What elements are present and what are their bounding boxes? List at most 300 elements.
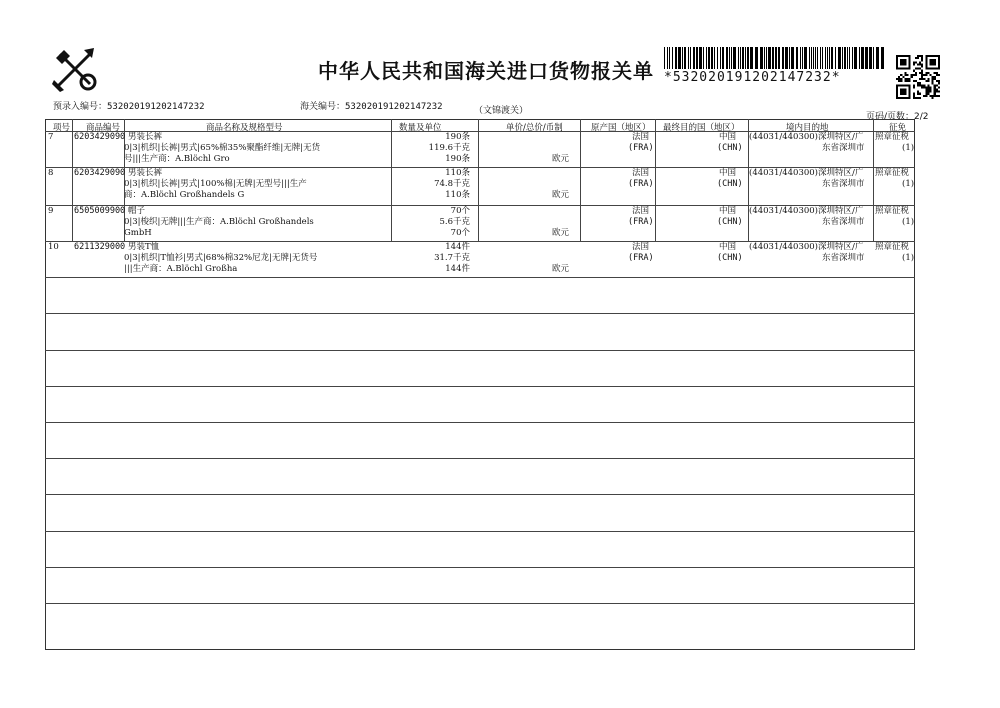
barcode-bar [675, 47, 677, 69]
origin-country: 法国 [632, 168, 650, 178]
levy-method: 照章征税 [875, 206, 910, 216]
barcode-bar [745, 47, 746, 69]
barcode-bar [809, 47, 810, 69]
barcode-bar [664, 47, 665, 69]
quantity-declared: 70个 [450, 228, 470, 238]
quantity-declared: 190条 [445, 154, 470, 164]
qr-module [925, 95, 927, 97]
qr-module [913, 61, 915, 63]
destination-code: (CHN) [717, 179, 743, 189]
barcode-bar [813, 47, 814, 69]
goods-spec-line2: 号|||生产商：A.Blöchl Gro [124, 154, 230, 164]
barcode-bar [842, 47, 843, 69]
barcode-bar [831, 47, 833, 69]
barcode-bar [778, 47, 780, 69]
qr-module [923, 74, 925, 76]
destination-code: (CHN) [717, 253, 743, 263]
qr-module [936, 95, 938, 97]
qr-module [919, 93, 921, 95]
table-rule [45, 313, 915, 314]
domestic-destination-line1: (44031/440300)深圳特区/广 [749, 206, 864, 216]
quantity-legal: 190条 [445, 132, 470, 142]
qr-module [915, 57, 917, 59]
qr-module [898, 78, 900, 80]
levy-code: (1) [902, 143, 915, 153]
barcode-bar [859, 47, 860, 69]
levy-method: 照章征税 [875, 242, 910, 252]
barcode-bar [708, 47, 710, 69]
currency: 欧元 [552, 190, 570, 200]
qr-module [934, 78, 936, 80]
table-rule [45, 494, 915, 495]
barcode-bar [726, 47, 728, 69]
barcode-bar [772, 47, 774, 69]
preentry-number [53, 99, 205, 112]
domestic-destination-line2: 东省深圳市 [822, 217, 865, 227]
customs-label: 海关编号： [300, 102, 346, 112]
barcode-bar [873, 47, 874, 69]
qr-module [925, 80, 927, 82]
levy-method: 照章征税 [875, 132, 910, 142]
qr-module [938, 80, 940, 82]
quantity-weight: 74.8千克 [434, 179, 470, 189]
quantity-weight: 119.6千克 [428, 143, 470, 153]
origin-country: 法国 [632, 242, 650, 252]
barcode-bar [755, 47, 758, 69]
quantity-declared: 144件 [445, 264, 470, 274]
table-rule [45, 567, 915, 568]
page-value: 2/2 [914, 112, 929, 122]
qr-module [921, 55, 923, 57]
qr-module [934, 95, 936, 97]
barcode-bar [706, 47, 707, 69]
qr-module [917, 57, 919, 59]
column-divider [72, 119, 73, 242]
qr-module [927, 86, 929, 88]
goods-spec-line1: 0|3|梭织|无牌|||生产商：A.Blöchl Großhandels [124, 217, 314, 227]
qr-module [921, 76, 923, 78]
barcode-bar [742, 47, 744, 69]
qr-module [923, 84, 925, 86]
barcode-bar [693, 47, 695, 69]
goods-name: 男装长裤 [128, 168, 163, 178]
goods-code: 6203429090 [74, 168, 126, 178]
barcode-bar [711, 47, 713, 69]
destination-code: (CHN) [717, 217, 743, 227]
qr-module [923, 86, 925, 88]
qr-module [921, 57, 923, 59]
barcode [664, 47, 886, 69]
qr-module [919, 82, 921, 84]
levy-code: (1) [902, 217, 915, 227]
domestic-destination-line1: (44031/440300)深圳特区/广 [749, 132, 864, 142]
barcode-bar [785, 47, 788, 69]
qr-module [927, 72, 929, 74]
column-divider [391, 119, 392, 242]
barcode-bar [817, 47, 818, 69]
qr-module [919, 97, 921, 99]
qr-module [938, 82, 940, 84]
barcode-bar [811, 47, 812, 69]
qr-module [921, 59, 923, 61]
barcode-bar [789, 47, 790, 69]
barcode-bar [672, 47, 673, 69]
barcode-bar [791, 47, 794, 69]
header-goods-code: 商品编号 [86, 123, 121, 133]
qr-module [915, 72, 917, 74]
qr-module [909, 80, 911, 82]
barcode-bar [667, 47, 668, 69]
qr-module [919, 72, 921, 74]
qr-module [909, 78, 911, 80]
levy-method: 照章征税 [875, 168, 910, 178]
qr-module [934, 91, 936, 93]
currency: 欧元 [552, 264, 570, 274]
domestic-destination-line1: (44031/440300)深圳特区/广 [749, 242, 864, 252]
qr-module [921, 65, 923, 67]
qr-module [913, 74, 915, 76]
qr-module [930, 59, 936, 65]
qr-module [913, 93, 915, 95]
qr-module [904, 80, 906, 82]
barcode-bar [827, 47, 828, 69]
qr-module [900, 74, 902, 76]
qr-module [936, 91, 938, 93]
table-rule [45, 350, 915, 351]
goods-code: 6505009900 [74, 206, 126, 216]
barcode-bar [881, 47, 884, 69]
quantity-legal: 144件 [445, 242, 470, 252]
qr-module [936, 80, 938, 82]
qr-module [925, 91, 927, 93]
qr-module [913, 97, 915, 99]
qr-module [925, 74, 927, 76]
barcode-bar [669, 47, 670, 69]
domestic-destination-line2: 东省深圳市 [822, 143, 865, 153]
qr-module [896, 78, 898, 80]
qr-module [932, 80, 934, 82]
barcode-bar [849, 47, 850, 69]
barcode-bar [804, 47, 807, 69]
qr-module [921, 86, 923, 88]
barcode-bar [678, 47, 681, 69]
origin-code: (FRA) [628, 217, 654, 227]
qr-module [906, 74, 908, 76]
barcode-bar [682, 47, 683, 69]
qr-module [919, 55, 921, 57]
qr-module [936, 74, 938, 76]
page-label: 页码/页数： [866, 112, 915, 122]
qr-module [919, 78, 921, 80]
qr-module [932, 97, 934, 99]
goods-name: 帽子 [128, 206, 146, 216]
qr-module [936, 84, 938, 86]
customs-number [300, 99, 443, 112]
qr-module [934, 89, 936, 91]
barcode-bar [847, 47, 848, 69]
quantity-declared: 110条 [445, 190, 470, 200]
qr-module [925, 86, 927, 88]
qr-module [936, 89, 938, 91]
qr-module [915, 97, 917, 99]
barcode-bar [731, 47, 732, 69]
form-title: 中华人民共和国海关进口货物报关单 [318, 59, 654, 83]
qr-module [925, 72, 927, 74]
barcode-bar [869, 47, 872, 69]
barcode-bar [802, 47, 803, 69]
qr-module [923, 78, 925, 80]
column-divider [873, 119, 874, 242]
barcode-bar [768, 47, 771, 69]
barcode-bar [696, 47, 698, 69]
goods-code: 6203429090 [74, 132, 126, 142]
qr-module [900, 80, 902, 82]
barcode-bar [714, 47, 715, 69]
qr-module [915, 61, 917, 63]
origin-code: (FRA) [628, 179, 654, 189]
qr-module [925, 93, 927, 95]
qr-module [932, 82, 934, 84]
barcode-bar [688, 47, 689, 69]
origin-code: (FRA) [628, 253, 654, 263]
qr-module [927, 91, 929, 93]
qr-module [904, 78, 906, 80]
goods-spec-line2: 商：A.Blöchl Großhandels G [124, 190, 245, 200]
qr-module [915, 80, 917, 82]
table-rule [45, 277, 915, 278]
qr-module [913, 63, 915, 65]
qr-module [921, 72, 923, 74]
barcode-bar [800, 47, 801, 69]
barcode-bar [764, 47, 765, 69]
barcode-bar [717, 47, 718, 69]
domestic-destination-line2: 东省深圳市 [822, 179, 865, 189]
qr-module [919, 61, 921, 63]
qr-module [902, 76, 904, 78]
item-number: 10 [48, 242, 59, 252]
header-item-no: 项号 [53, 123, 71, 133]
barcode-bar [876, 47, 879, 69]
goods-spec-line1: 0|3|机织|T恤衫|男式|68%棉32%尼龙|无牌|无货号 [124, 253, 318, 263]
barcode-bar [854, 47, 857, 69]
qr-module [917, 91, 919, 93]
barcode-bar [852, 47, 853, 69]
qr-module [913, 86, 915, 88]
goods-name: 男装T恤 [128, 242, 160, 252]
qr-module [921, 63, 923, 65]
header-quantity: 数量及单位 [399, 123, 442, 133]
barcode-bar [720, 47, 721, 69]
header-levy: 征免 [889, 123, 907, 133]
qr-module [934, 93, 936, 95]
destination-country: 中国 [719, 132, 737, 142]
barcode-bar [829, 47, 830, 69]
qr-module [917, 84, 919, 86]
qr-module [900, 59, 906, 65]
barcode-bar [740, 47, 741, 69]
barcode-bar [796, 47, 798, 69]
qr-module [930, 91, 932, 93]
qr-module [938, 91, 940, 93]
qr-module [898, 80, 900, 82]
preentry-label: 预录入编号： [53, 102, 108, 112]
qr-module [932, 95, 934, 97]
qr-module [938, 95, 940, 97]
qr-module [927, 89, 929, 91]
quantity-weight: 31.7千克 [434, 253, 470, 263]
currency: 欧元 [552, 228, 570, 238]
barcode-bar [822, 47, 823, 69]
qr-module [927, 78, 929, 80]
barcode-bar [766, 47, 767, 69]
qr-module [938, 86, 940, 88]
barcode-text: *532020191202147232* [664, 70, 841, 85]
qr-module [921, 78, 923, 80]
destination-country: 中国 [719, 242, 737, 252]
qr-module [932, 78, 934, 80]
goods-spec-line1: 0|3|机织|长裤|男式|65%棉35%聚酯纤维|无牌|无货 [124, 143, 321, 153]
origin-code: (FRA) [628, 143, 654, 153]
qr-module [923, 95, 925, 97]
currency: 欧元 [552, 154, 570, 164]
qr-module [917, 68, 919, 70]
barcode-bar [699, 47, 702, 69]
origin-country: 法国 [632, 132, 650, 142]
qr-module [934, 76, 936, 78]
qr-module [930, 89, 932, 91]
barcode-bar [861, 47, 864, 69]
origin-country: 法国 [632, 206, 650, 216]
header-destination-country: 最终目的国（地区） [663, 123, 740, 133]
barcode-bar [747, 47, 749, 69]
barcode-bar [690, 47, 691, 69]
barcode-bar [750, 47, 753, 69]
table-rule [45, 386, 915, 387]
qr-module [930, 95, 932, 97]
qr-module [911, 76, 913, 78]
qr-module [917, 63, 919, 65]
qr-module [904, 72, 906, 74]
qr-module [927, 93, 929, 95]
levy-code: (1) [902, 253, 915, 263]
barcode-bar [703, 47, 704, 69]
barcode-bar [782, 47, 784, 69]
domestic-destination-line1: (44031/440300)深圳特区/广 [749, 168, 864, 178]
levy-code: (1) [902, 179, 915, 189]
customs-emblem-icon [50, 44, 100, 94]
barcode-bar [820, 47, 821, 69]
qr-module [911, 74, 913, 76]
barcode-bar [733, 47, 736, 69]
qr-module [898, 76, 900, 78]
qr-module [913, 70, 915, 72]
quantity-legal: 70个 [450, 206, 470, 216]
destination-country: 中国 [719, 168, 737, 178]
barcode-bar [835, 47, 836, 69]
qr-module [913, 95, 915, 97]
barcode-bar [760, 47, 763, 69]
destination-country: 中国 [719, 206, 737, 216]
barcode-bar [775, 47, 777, 69]
qr-module [932, 76, 934, 78]
qr-module [934, 72, 936, 74]
qr-module [934, 84, 936, 86]
qr-module [927, 80, 929, 82]
goods-spec-line2: GmbH [124, 228, 152, 238]
table-rule [45, 458, 915, 459]
table-rule [45, 531, 915, 532]
barcode-bar [865, 47, 868, 69]
qr-module [913, 80, 915, 82]
preentry-value: 532020191202147232 [107, 102, 205, 112]
qr-module [921, 84, 923, 86]
qr-module [927, 84, 929, 86]
qr-module [919, 68, 921, 70]
column-divider [580, 119, 581, 242]
quantity-legal: 110条 [445, 168, 470, 178]
goods-code: 6211329000 [74, 242, 126, 252]
item-number: 7 [48, 132, 54, 142]
qr-module [930, 74, 932, 76]
item-number: 8 [48, 168, 54, 178]
qr-module [934, 86, 936, 88]
customs-value: 532020191202147232 [345, 102, 443, 112]
barcode-bar [738, 47, 739, 69]
qr-module [915, 74, 917, 76]
qr-module [917, 93, 919, 95]
qr-module [938, 74, 940, 76]
barcode-bar [838, 47, 841, 69]
table-rule [45, 422, 915, 423]
qr-module [917, 55, 919, 57]
qr-module [925, 89, 927, 91]
item-number: 9 [48, 206, 54, 216]
qr-module [917, 97, 919, 99]
destination-code: (CHN) [717, 143, 743, 153]
goods-name: 男装长裤 [128, 132, 163, 142]
barcode-bar [722, 47, 724, 69]
header-goods-name: 商品名称及规格型号 [206, 123, 283, 133]
quantity-weight: 5.6千克 [439, 217, 470, 227]
qr-code [896, 55, 940, 99]
goods-spec-line1: 0|3|机织|长裤|男式|100%棉|无牌|无型号|||生产 [124, 179, 307, 189]
column-divider [655, 119, 656, 242]
qr-module [917, 82, 919, 84]
qr-module [900, 78, 902, 80]
qr-module [930, 86, 932, 88]
barcode-bar [825, 47, 826, 69]
qr-module [913, 84, 915, 86]
barcode-bar [684, 47, 686, 69]
barcode-bar [844, 47, 846, 69]
qr-module [915, 68, 917, 70]
header-price: 单价/总价/币制 [506, 123, 563, 133]
qr-module [906, 80, 908, 82]
qr-module [919, 84, 921, 86]
header-origin: 原产国（地区） [591, 123, 651, 133]
qr-module [921, 70, 923, 72]
qr-module [904, 74, 906, 76]
barcode-bar [729, 47, 730, 69]
qr-module [906, 78, 908, 80]
goods-spec-line2: |||生产商：A.Blöchl Großha [124, 264, 238, 274]
customs-office: （文锦渡关） [474, 106, 529, 116]
qr-module [900, 89, 906, 95]
qr-module [921, 74, 923, 76]
barcode-bar [815, 47, 816, 69]
qr-module [936, 72, 938, 74]
table-rule [45, 603, 915, 604]
